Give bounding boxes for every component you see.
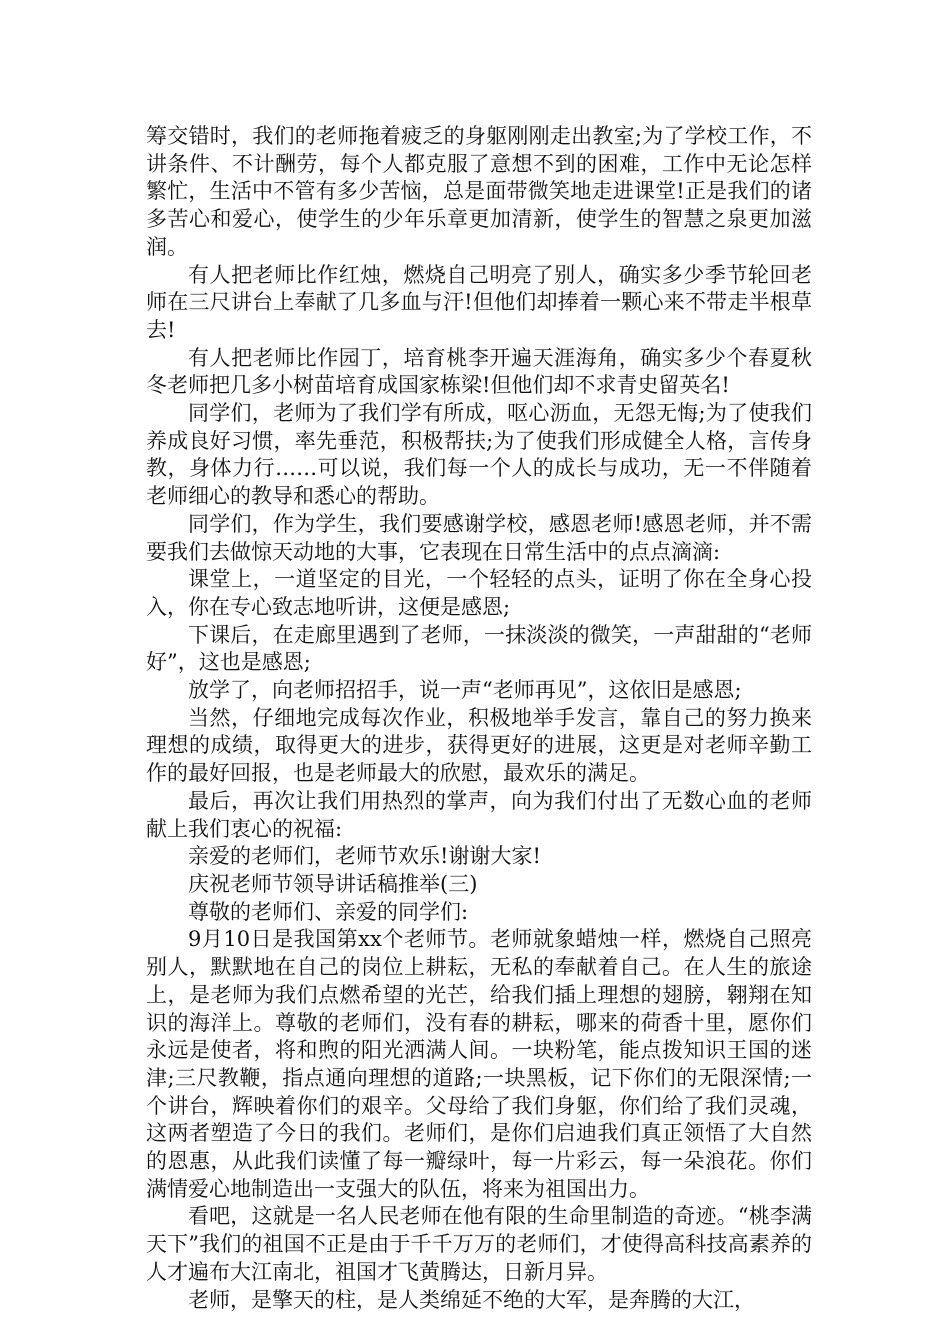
paragraph: 有人把老师比作红烛，燃烧自己明亮了别人，确实多少季节轮回老师在三尺讲台上奉献了几多血与汗!但他们却捧着一颗心来不带走半根草去!: [146, 262, 812, 342]
paragraph: 看吧，这就是一名人民老师在他有限的生命里制造的奇迹。“桃李满天下”我们的祖国不正是由于千千万万的老师们，才使得高科技高素养的人才遍布大江南北，祖国才飞黄腾达，日新月异。: [146, 1204, 812, 1284]
paragraph: 课堂上，一道坚定的目光，一个轻轻的点头，证明了你在全身心投入，你在专心致志地听讲，这便是感恩;: [146, 567, 812, 619]
paragraph: 同学们，老师为了我们学有所成，呕心沥血，无怨无悔;为了使我们养成良好习惯，率先垂范，积极帮扶;为了使我们形成健全人格，言传身教，身体力行……可以说，我们每一个人的成长与成功，无一不伴随着老师细心的教导和悉心的帮助。: [146, 401, 812, 509]
paragraph: 亲爱的老师们，老师节欢乐!谢谢大家!: [188, 844, 541, 869]
paragraph: 筹交错时，我们的老师拖着疲乏的身躯刚刚走出教室;为了学校工作，不讲条件、不计酬劳，每个人都克服了意想不到的困难，工作中无论怎样繁忙，生活中不管有多少苦恼，总是面带微笑地走进课堂!正是我们的诸多苦心和爱心，使学生的少年乐章更加清新，使学生的智慧之泉更加滋润。: [146, 124, 812, 259]
paragraph: 有人把老师比作园丁，培育桃李开遍天涯海角，确实多少个春夏秋冬老师把几多小树苗培育成国家栋梁!但他们却不求青史留英名!: [146, 345, 812, 398]
paragraph: 下课后，在走廊里遇到了老师，一抹淡淡的微笑，一声甜甜的“老师好”，这也是感恩;: [146, 622, 812, 675]
document-body: [146, 123, 812, 1314]
paragraph: 老师，是擎天的柱，是人类绵延不绝的大军，是奔腾的大江，: [188, 1287, 755, 1312]
paragraph: 尊敬的老师们、亲爱的同学们:: [188, 899, 469, 924]
paragraph: 当然，仔细地完成每次作业，积极地举手发言，靠自己的努力换来理想的成绩，取得更大的进步，获得更好的进展，这更是对老师辛勤工作的最好回报，也是老师最大的欣慰，最欢乐的满足。: [146, 705, 812, 786]
paragraph: 庆祝老师节领导讲话稿推举(三): [188, 871, 478, 896]
paragraph: 放学了，向老师招招手，说一声“老师再见”，这依旧是感恩;: [188, 678, 742, 703]
paragraph: 9月10日是我国第xx个老师节。老师就象蜡烛一样，燃烧自己照亮别人，默默地在自己的岗位上耕耘，无私的奉献着自己。在人生的旅途上，是老师为我们点燃希望的光芒，给我们插上理想的翅膀，翱翔在知识的海洋上。尊敬的老师们，没有春的耕耘，哪来的荷香十里，愿你们永远是使者，将和煦的阳光洒满人间。一块粉笔，能点拨知识王国的迷津;三尺教鞭，指点通向理想的道路;一块黑板，记下你们的无限深情;一个讲台，辉映着你们的艰辛。父母给了我们身躯，你们给了我们灵魂，这两者塑造了今日的我们。老师们，是你们启迪我们真正领悟了大自然的恩惠，从此我们读懂了每一瓣绿叶，每一片彩云，每一朵浪花。你们满情爱心地制造出一支强大的队伍，将来为祖国出力。: [146, 927, 812, 1201]
paragraph: 同学们，作为学生，我们要感谢学校，感恩老师!感恩老师，并不需要我们去做惊天动地的大事，它表现在日常生活中的点点滴滴:: [146, 511, 812, 564]
paragraph: 最后，再次让我们用热烈的掌声，向为我们付出了无数心血的老师献上我们衷心的祝福:: [146, 788, 812, 841]
